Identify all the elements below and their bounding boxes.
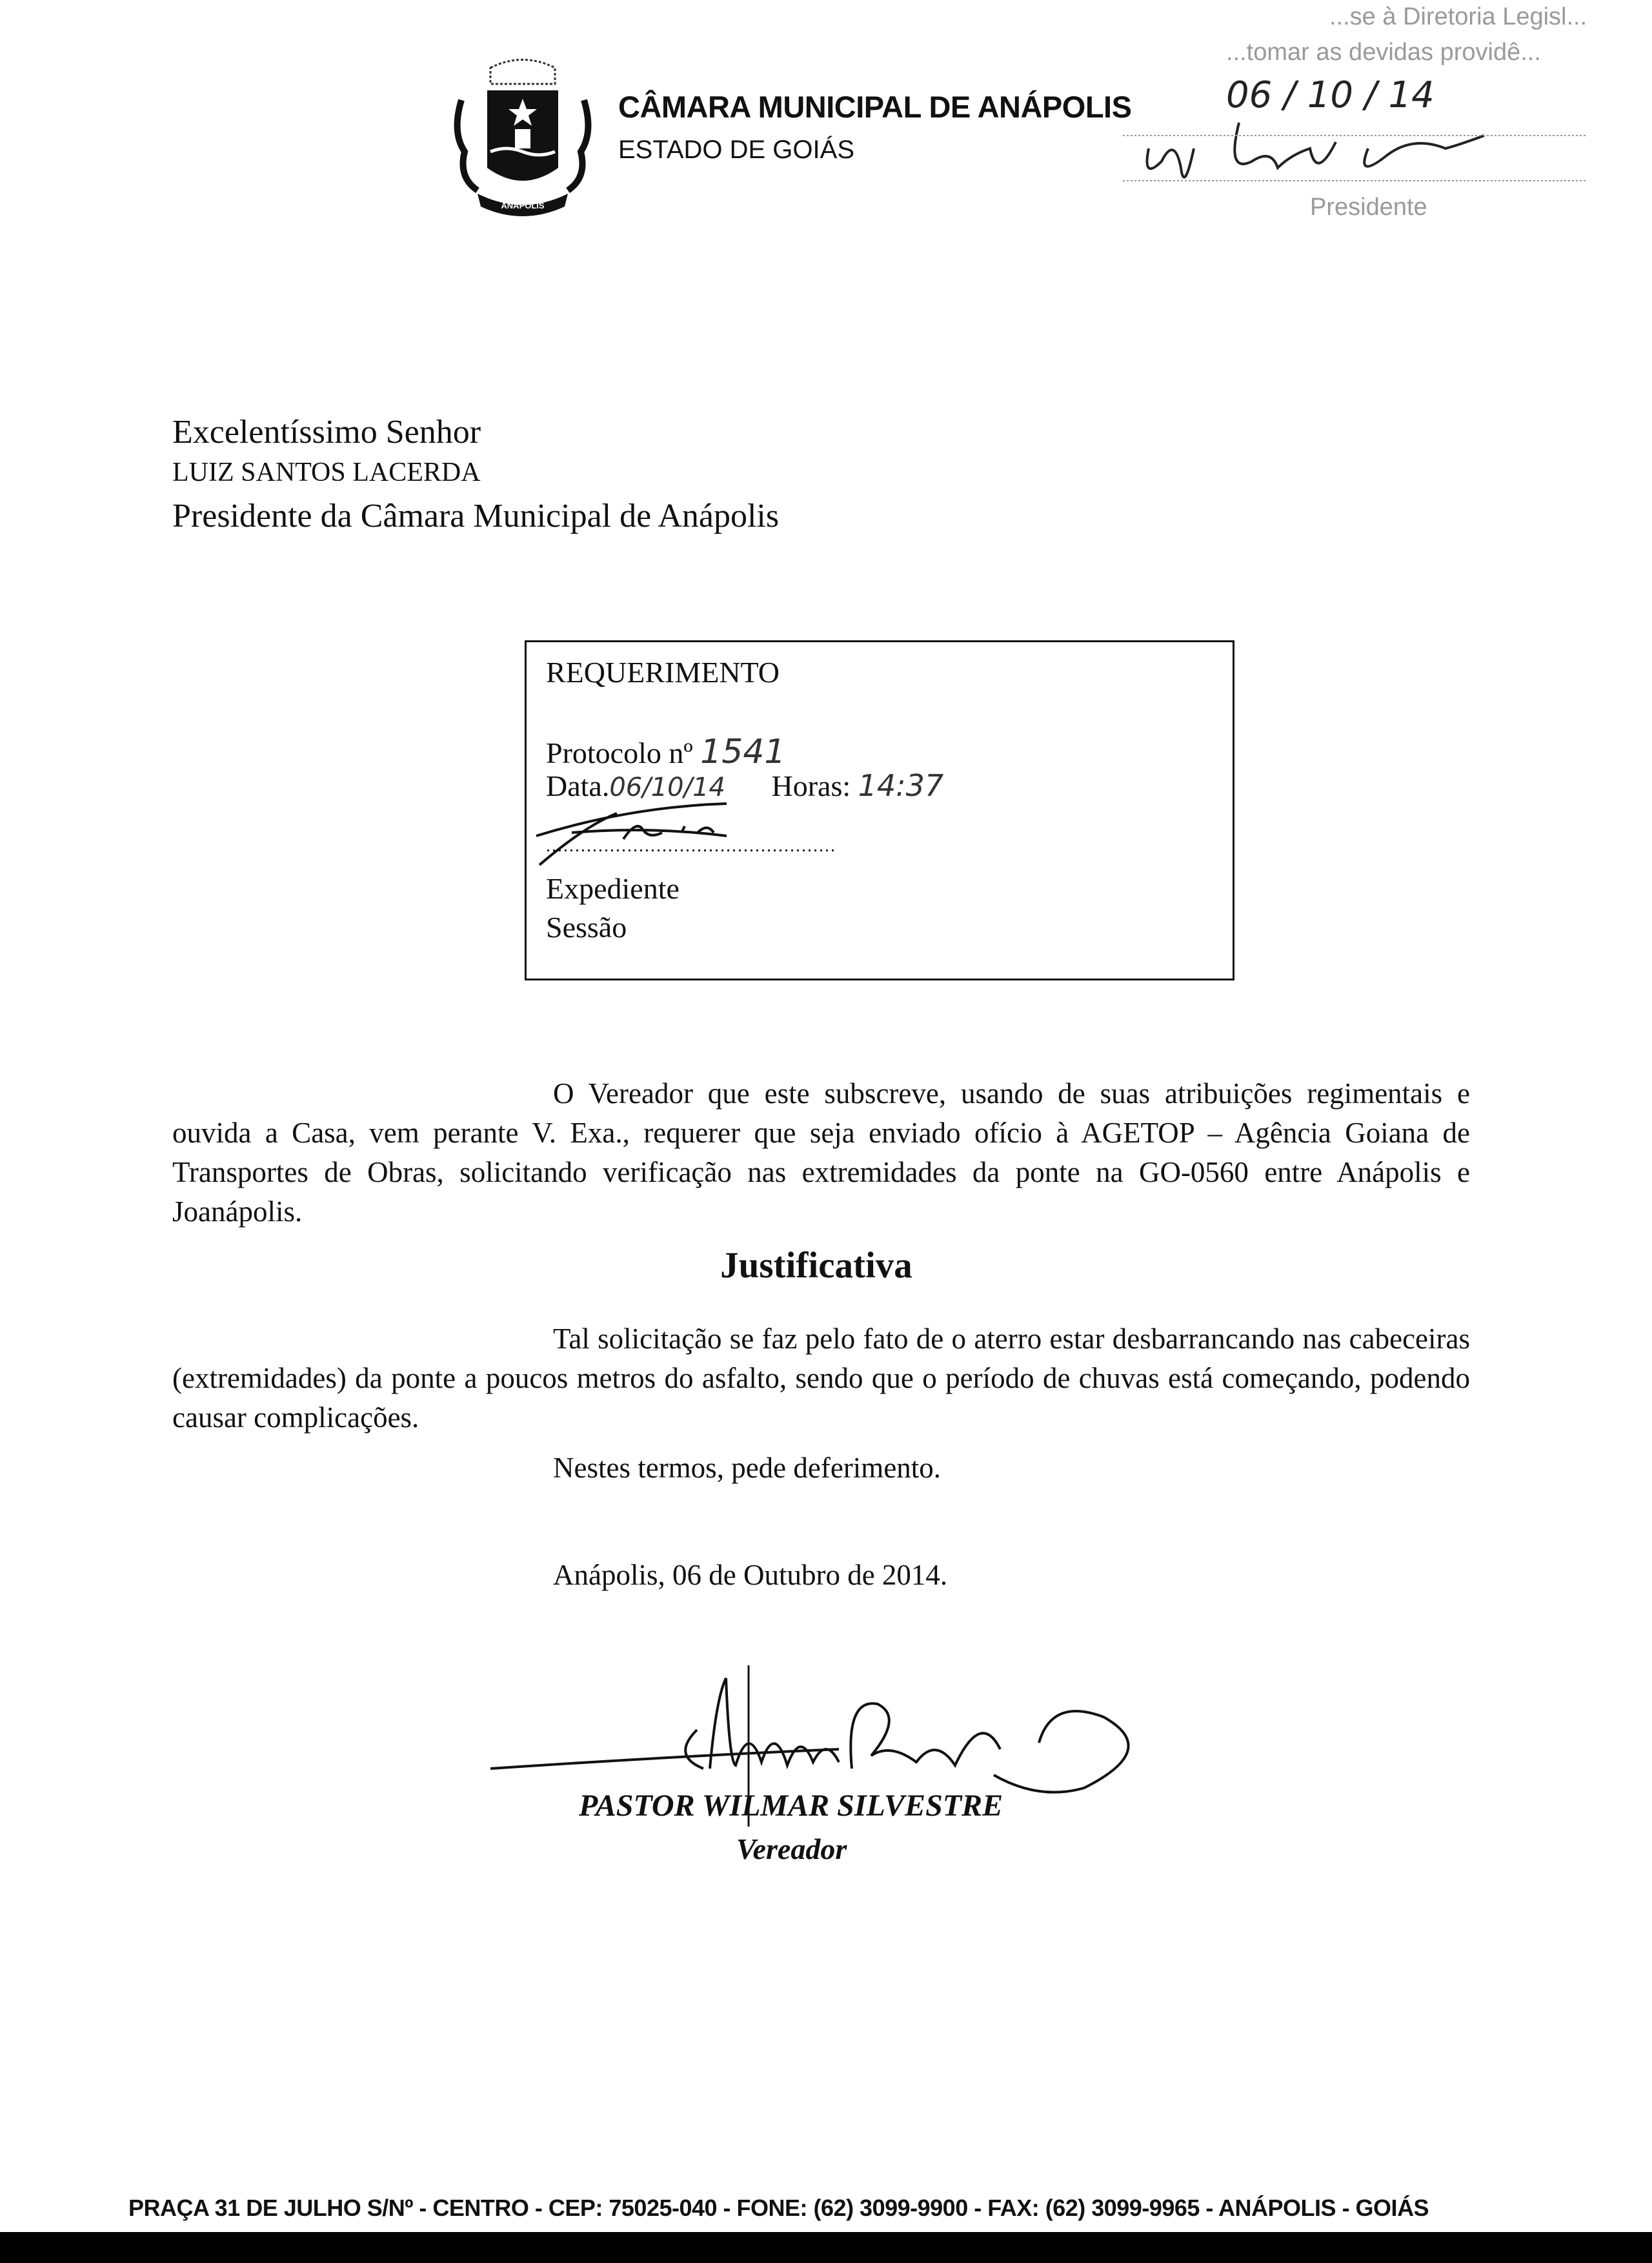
- requerimento-heading: REQUERIMENTO: [546, 656, 780, 689]
- stamp-president-label: Presidente: [1310, 194, 1427, 221]
- protocol-label: Protocolo nº: [546, 736, 693, 769]
- councilor-role: Vereador: [736, 1832, 847, 1865]
- time-value: 14:37: [858, 768, 944, 803]
- addressee-position: Presidente da Câmara Municipal de Anápolis: [172, 498, 780, 534]
- institution-title: CÂMARA MUNICIPAL DE ANÁPOLIS: [618, 90, 1132, 124]
- date-label: Data.: [546, 769, 610, 802]
- scan-border: [0, 2232, 1652, 2263]
- justification-text: Tal solicitação se faz pelo fato de o aterro estar desbarrancando nas cabeceiras (extremidades) da ponte a poucos metros do asfalto, sendo que o período de chuvas está começando, podendo causar complicações.: [172, 1323, 1470, 1434]
- request-text: O Vereador que este subscreve, usando de suas atribuições regimentais e ouvida a Casa, vem perante V. Exa., requerer que seja enviado ofício à AGETOP – Agência Goiana de Transportes de Obras, solicitando verificação nas extremidades da ponte na GO-0560 entre Anápolis e Joanápolis.: [172, 1077, 1470, 1228]
- president-signature: [1123, 110, 1587, 194]
- salutation: Excelentíssimo Senhor: [172, 414, 481, 451]
- closing-text: Nestes termos, pede deferimento.: [553, 1452, 942, 1484]
- stamp-line-2: ...tomar as devidas providê...: [1226, 39, 1541, 66]
- footer-address: PRAÇA 31 DE JULHO S/Nº - CENTRO - CEP: 75025-040 - FONE: (62) 3099-9900 - FAX: (62) 3099-9965 - ANÁPOLIS - GOIÁS: [128, 2195, 1429, 2221]
- stamp-line-1: ...se à Diretoria Legisl...: [1329, 3, 1587, 30]
- dispatch-stamp: [1097, 0, 1587, 245]
- signature-line: ..................................................: [546, 836, 836, 856]
- justification-heading: Justificativa: [720, 1245, 912, 1286]
- coat-of-arms-logo: [452, 55, 594, 223]
- date-value: 06/10/14: [609, 773, 725, 802]
- time-label: Horas:: [771, 769, 851, 802]
- addressee-name: LUIZ SANTOS LACERDA: [172, 458, 481, 487]
- stamp-date: 06 / 10 / 14: [1226, 74, 1435, 116]
- request-paragraph: [172, 1074, 1470, 1232]
- place-date: Anápolis, 06 de Outubro de 2014.: [553, 1559, 948, 1591]
- councilor-name: PASTOR WILMAR SILVESTRE: [579, 1789, 1003, 1823]
- option-expediente: Expediente: [546, 872, 680, 905]
- state-subtitle: ESTADO DE GOIÁS: [618, 136, 854, 164]
- option-sessao: Sessão: [546, 911, 627, 944]
- svg-text:ANÁPOLIS: ANÁPOLIS: [501, 201, 545, 210]
- protocol-box: [525, 640, 1234, 980]
- protocol-number: 1541: [700, 733, 786, 771]
- justification-paragraph: [172, 1319, 1470, 1437]
